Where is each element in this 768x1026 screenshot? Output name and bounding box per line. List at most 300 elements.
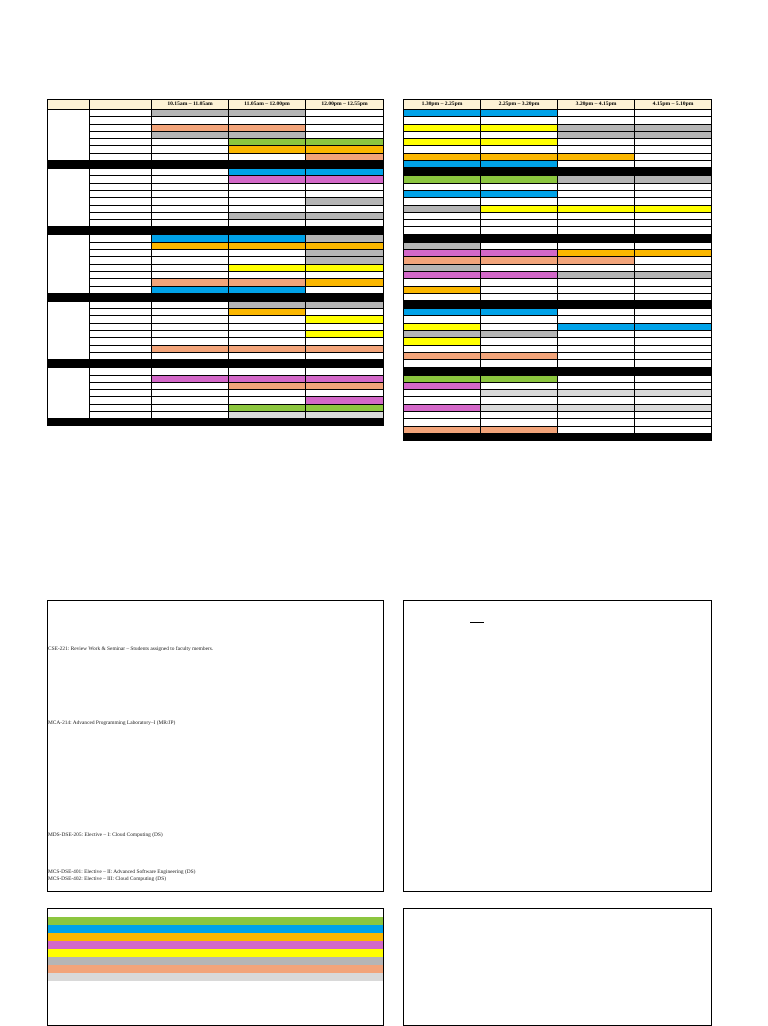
slot-cell: [152, 176, 229, 183]
course-cell: [90, 183, 152, 190]
slot-cell: [152, 338, 229, 345]
slot-cell: [306, 286, 384, 293]
slot-cell: [306, 139, 384, 146]
separator-cell: [404, 234, 481, 242]
slot-cell: [558, 117, 635, 124]
afternoon-row: [404, 242, 712, 249]
slot-cell: [558, 220, 635, 227]
afternoon-row: [404, 227, 712, 234]
faculty-notes-box: [403, 600, 712, 892]
separator-cell: [558, 433, 635, 440]
slot-cell: [558, 131, 635, 138]
slot-cell: [404, 352, 481, 359]
slot-cell: [152, 183, 229, 190]
slot-cell: [229, 153, 306, 160]
morning-row: [48, 368, 384, 375]
separator-cell: [90, 293, 152, 301]
slot-cell: [306, 176, 384, 183]
legend-swatch-lightgray: [48, 973, 383, 981]
morning-row: [48, 279, 384, 286]
separator-cell: [481, 234, 558, 242]
separator-cell: [48, 419, 90, 426]
course-cell: [90, 368, 152, 375]
slot-cell: [558, 257, 635, 264]
slot-cell: [481, 426, 558, 433]
separator-cell: [404, 168, 481, 176]
slot-cell: [481, 242, 558, 249]
separator-cell: [306, 419, 384, 426]
separator-cell: [635, 367, 712, 375]
slot-cell: [306, 271, 384, 278]
separator-cell: [152, 419, 229, 426]
separator-cell: [229, 360, 306, 368]
slot-cell: [481, 139, 558, 146]
slot-cell: [481, 117, 558, 124]
slot-cell: [635, 426, 712, 433]
afternoon-row: [404, 338, 712, 345]
header-course: [90, 100, 152, 110]
day-cell: [48, 169, 90, 227]
slot-cell: [229, 286, 306, 293]
course-cell: [90, 212, 152, 219]
separator-cell: [229, 227, 306, 235]
day-separator: [48, 227, 384, 235]
slot-cell: [152, 146, 229, 153]
separator-cell: [152, 293, 229, 301]
slot-cell: [558, 250, 635, 257]
slot-cell: [306, 183, 384, 190]
slot-cell: [481, 124, 558, 131]
course-cell: [90, 153, 152, 160]
separator-cell: [90, 161, 152, 169]
slot-cell: [152, 411, 229, 418]
separator-cell: [48, 360, 90, 368]
morning-row: [48, 220, 384, 227]
slot-cell: [229, 117, 306, 124]
morning-row: [48, 212, 384, 219]
slot-cell: [152, 271, 229, 278]
separator-cell: [635, 301, 712, 309]
slot-cell: [481, 316, 558, 323]
header-slot-6: 3.20pm – 4.15pm: [558, 100, 635, 110]
slot-cell: [558, 286, 635, 293]
slot-cell: [404, 338, 481, 345]
slot-cell: [229, 316, 306, 323]
slot-cell: [152, 301, 229, 308]
slot-cell: [306, 397, 384, 404]
slot-cell: [481, 176, 558, 183]
day-cell: [48, 368, 90, 419]
slot-cell: [152, 131, 229, 138]
separator-cell: [90, 419, 152, 426]
slot-cell: [404, 227, 481, 234]
separator-cell: [306, 227, 384, 235]
slot-cell: [152, 110, 229, 117]
slot-cell: [558, 316, 635, 323]
afternoon-row: [404, 161, 712, 168]
slot-cell: [229, 411, 306, 418]
slot-cell: [481, 220, 558, 227]
course-cell: [90, 110, 152, 117]
slot-cell: [306, 146, 384, 153]
slot-cell: [635, 153, 712, 160]
afternoon-row: [404, 309, 712, 316]
afternoon-row: [404, 198, 712, 205]
course-cell: [90, 286, 152, 293]
slot-cell: [558, 293, 635, 300]
slot-cell: [404, 139, 481, 146]
slot-cell: [635, 271, 712, 278]
slot-cell: [481, 250, 558, 257]
slot-cell: [229, 279, 306, 286]
slot-cell: [481, 293, 558, 300]
slot-cell: [635, 404, 712, 411]
course-cell: [90, 397, 152, 404]
slot-cell: [152, 212, 229, 219]
slot-cell: [404, 264, 481, 271]
morning-row: [48, 235, 384, 242]
slot-cell: [481, 360, 558, 367]
afternoon-row: [404, 124, 712, 131]
slot-cell: [229, 382, 306, 389]
slot-cell: [558, 205, 635, 212]
afternoon-row: [404, 331, 712, 338]
slot-cell: [229, 345, 306, 352]
morning-row: [48, 117, 384, 124]
course-cell: [90, 279, 152, 286]
slot-cell: [404, 390, 481, 397]
slot-cell: [404, 382, 481, 389]
slot-cell: [635, 360, 712, 367]
slot-cell: [635, 390, 712, 397]
day-separator: [404, 301, 712, 309]
slot-cell: [635, 139, 712, 146]
separator-cell: [635, 433, 712, 440]
slot-cell: [229, 242, 306, 249]
note-mcs-dse-402: MCS-DSE-402: Elective – III: Cloud Computing (DS): [48, 876, 166, 882]
afternoon-row: [404, 293, 712, 300]
course-cell: [90, 176, 152, 183]
legend-swatch-green: [48, 917, 383, 925]
slot-cell: [229, 176, 306, 183]
slot-cell: [306, 124, 384, 131]
slot-cell: [635, 257, 712, 264]
slot-cell: [404, 220, 481, 227]
separator-cell: [229, 161, 306, 169]
slot-cell: [481, 153, 558, 160]
course-cell: [90, 257, 152, 264]
course-cell: [90, 146, 152, 153]
morning-row: [48, 338, 384, 345]
day-separator: [404, 168, 712, 176]
slot-cell: [481, 411, 558, 418]
slot-cell: [152, 404, 229, 411]
afternoon-row: [404, 352, 712, 359]
slot-cell: [229, 124, 306, 131]
slot-cell: [152, 345, 229, 352]
afternoon-row: [404, 382, 712, 389]
morning-row: [48, 390, 384, 397]
slot-cell: [306, 242, 384, 249]
slot-cell: [635, 227, 712, 234]
slot-cell: [229, 309, 306, 316]
slot-cell: [481, 286, 558, 293]
course-cell: [90, 139, 152, 146]
slot-cell: [306, 110, 384, 117]
slot-cell: [404, 110, 481, 117]
slot-cell: [558, 411, 635, 418]
slot-cell: [306, 390, 384, 397]
slot-cell: [229, 139, 306, 146]
slot-cell: [558, 426, 635, 433]
morning-row: [48, 411, 384, 418]
header-slot-7: 4.15pm – 5.10pm: [635, 100, 712, 110]
slot-cell: [404, 190, 481, 197]
separator-cell: [90, 360, 152, 368]
afternoon-row: [404, 153, 712, 160]
day-cell: [48, 235, 90, 293]
slot-cell: [481, 146, 558, 153]
slot-cell: [558, 146, 635, 153]
afternoon-row: [404, 419, 712, 426]
slot-cell: [404, 153, 481, 160]
slot-cell: [306, 338, 384, 345]
course-notes-box: [47, 600, 384, 892]
afternoon-row: [404, 286, 712, 293]
slot-cell: [229, 264, 306, 271]
slot-cell: [152, 198, 229, 205]
color-legend: [48, 917, 383, 981]
course-cell: [90, 411, 152, 418]
slot-cell: [306, 205, 384, 212]
afternoon-row: [404, 250, 712, 257]
slot-cell: [152, 250, 229, 257]
slot-cell: [306, 264, 384, 271]
morning-row: [48, 153, 384, 160]
afternoon-row: [404, 212, 712, 219]
slot-cell: [152, 190, 229, 197]
header-day: [48, 100, 90, 110]
slot-cell: [635, 117, 712, 124]
morning-row: [48, 375, 384, 382]
slot-cell: [229, 183, 306, 190]
slot-cell: [229, 331, 306, 338]
slot-cell: [481, 271, 558, 278]
slot-cell: [306, 198, 384, 205]
slot-cell: [481, 338, 558, 345]
slot-cell: [229, 404, 306, 411]
slot-cell: [558, 139, 635, 146]
afternoon-row: [404, 279, 712, 286]
day-separator: [404, 234, 712, 242]
slot-cell: [481, 227, 558, 234]
slot-cell: [481, 382, 558, 389]
slot-cell: [404, 316, 481, 323]
course-cell: [90, 264, 152, 271]
slot-cell: [229, 169, 306, 176]
morning-row: [48, 257, 384, 264]
slot-cell: [481, 110, 558, 117]
morning-row: [48, 404, 384, 411]
slot-cell: [152, 352, 229, 359]
morning-row: [48, 286, 384, 293]
slot-cell: [635, 419, 712, 426]
underline-mark: [470, 622, 484, 623]
slot-cell: [152, 375, 229, 382]
slot-cell: [306, 169, 384, 176]
slot-cell: [404, 131, 481, 138]
slot-cell: [404, 323, 481, 330]
slot-cell: [152, 382, 229, 389]
slot-cell: [404, 176, 481, 183]
day-cell: [48, 110, 90, 161]
morning-header-row: [48, 100, 384, 110]
slot-cell: [404, 309, 481, 316]
slot-cell: [635, 411, 712, 418]
slot-cell: [229, 146, 306, 153]
slot-cell: [306, 153, 384, 160]
day-separator: [48, 360, 384, 368]
slot-cell: [229, 323, 306, 330]
slot-cell: [558, 323, 635, 330]
slot-cell: [152, 257, 229, 264]
slot-cell: [306, 345, 384, 352]
afternoon-row: [404, 397, 712, 404]
course-cell: [90, 323, 152, 330]
afternoon-row: [404, 131, 712, 138]
slot-cell: [635, 161, 712, 168]
slot-cell: [152, 117, 229, 124]
slot-cell: [152, 397, 229, 404]
separator-cell: [306, 161, 384, 169]
slot-cell: [404, 271, 481, 278]
slot-cell: [306, 352, 384, 359]
slot-cell: [558, 264, 635, 271]
course-cell: [90, 309, 152, 316]
separator-cell: [306, 360, 384, 368]
slot-cell: [481, 161, 558, 168]
legend-swatch-blue: [48, 925, 383, 933]
note-mds-dse-205: MDS-DSE-205: Elective – I: Cloud Computing (DS): [48, 832, 163, 838]
slot-cell: [404, 293, 481, 300]
color-legend-box: [47, 908, 384, 1026]
slot-cell: [404, 426, 481, 433]
separator-cell: [558, 168, 635, 176]
slot-cell: [404, 345, 481, 352]
slot-cell: [481, 183, 558, 190]
morning-row: [48, 309, 384, 316]
day-separator: [48, 419, 384, 426]
morning-row: [48, 242, 384, 249]
morning-row: [48, 331, 384, 338]
slot-cell: [404, 250, 481, 257]
morning-row: [48, 139, 384, 146]
separator-cell: [481, 367, 558, 375]
slot-cell: [558, 382, 635, 389]
slot-cell: [404, 419, 481, 426]
slot-cell: [404, 375, 481, 382]
slot-cell: [152, 286, 229, 293]
slot-cell: [306, 190, 384, 197]
course-cell: [90, 242, 152, 249]
morning-row: [48, 190, 384, 197]
note-cse221: CSE-221: Review Work & Seminar – Students assigned to faculty members.: [48, 646, 214, 652]
separator-cell: [48, 161, 90, 169]
course-cell: [90, 198, 152, 205]
separator-cell: [481, 168, 558, 176]
separator-cell: [635, 234, 712, 242]
slot-cell: [558, 190, 635, 197]
slot-cell: [229, 271, 306, 278]
slot-cell: [635, 309, 712, 316]
slot-cell: [404, 161, 481, 168]
separator-cell: [306, 293, 384, 301]
morning-row: [48, 250, 384, 257]
separator-cell: [481, 301, 558, 309]
slot-cell: [558, 198, 635, 205]
afternoon-row: [404, 264, 712, 271]
day-separator: [404, 433, 712, 440]
afternoon-row: [404, 360, 712, 367]
afternoon-row: [404, 205, 712, 212]
course-cell: [90, 345, 152, 352]
separator-cell: [404, 433, 481, 440]
separator-cell: [558, 234, 635, 242]
morning-row: [48, 301, 384, 308]
course-cell: [90, 124, 152, 131]
slot-cell: [306, 411, 384, 418]
course-cell: [90, 316, 152, 323]
slot-cell: [635, 242, 712, 249]
slot-cell: [404, 286, 481, 293]
slot-cell: [635, 397, 712, 404]
course-cell: [90, 404, 152, 411]
separator-cell: [229, 419, 306, 426]
slot-cell: [404, 242, 481, 249]
slot-cell: [481, 279, 558, 286]
afternoon-row: [404, 390, 712, 397]
morning-row: [48, 271, 384, 278]
slot-cell: [635, 250, 712, 257]
slot-cell: [229, 390, 306, 397]
slot-cell: [152, 309, 229, 316]
slot-cell: [635, 279, 712, 286]
slot-cell: [152, 139, 229, 146]
slot-cell: [558, 242, 635, 249]
morning-row: [48, 397, 384, 404]
slot-cell: [306, 323, 384, 330]
note-mca214: MCA-214: Advanced Programming Laboratory–I (MR/JP): [48, 720, 176, 726]
slot-cell: [558, 375, 635, 382]
morning-row: [48, 124, 384, 131]
afternoon-row: [404, 183, 712, 190]
slot-cell: [152, 331, 229, 338]
afternoon-row: [404, 117, 712, 124]
slot-cell: [481, 131, 558, 138]
slot-cell: [558, 345, 635, 352]
header-slot-1: 10.15am – 11.05am: [152, 100, 229, 110]
slot-cell: [404, 360, 481, 367]
slot-cell: [404, 183, 481, 190]
slot-cell: [481, 257, 558, 264]
slot-cell: [635, 345, 712, 352]
slot-cell: [306, 279, 384, 286]
morning-row: [48, 176, 384, 183]
afternoon-row: [404, 146, 712, 153]
slot-cell: [558, 331, 635, 338]
afternoon-row: [404, 316, 712, 323]
slot-cell: [558, 419, 635, 426]
